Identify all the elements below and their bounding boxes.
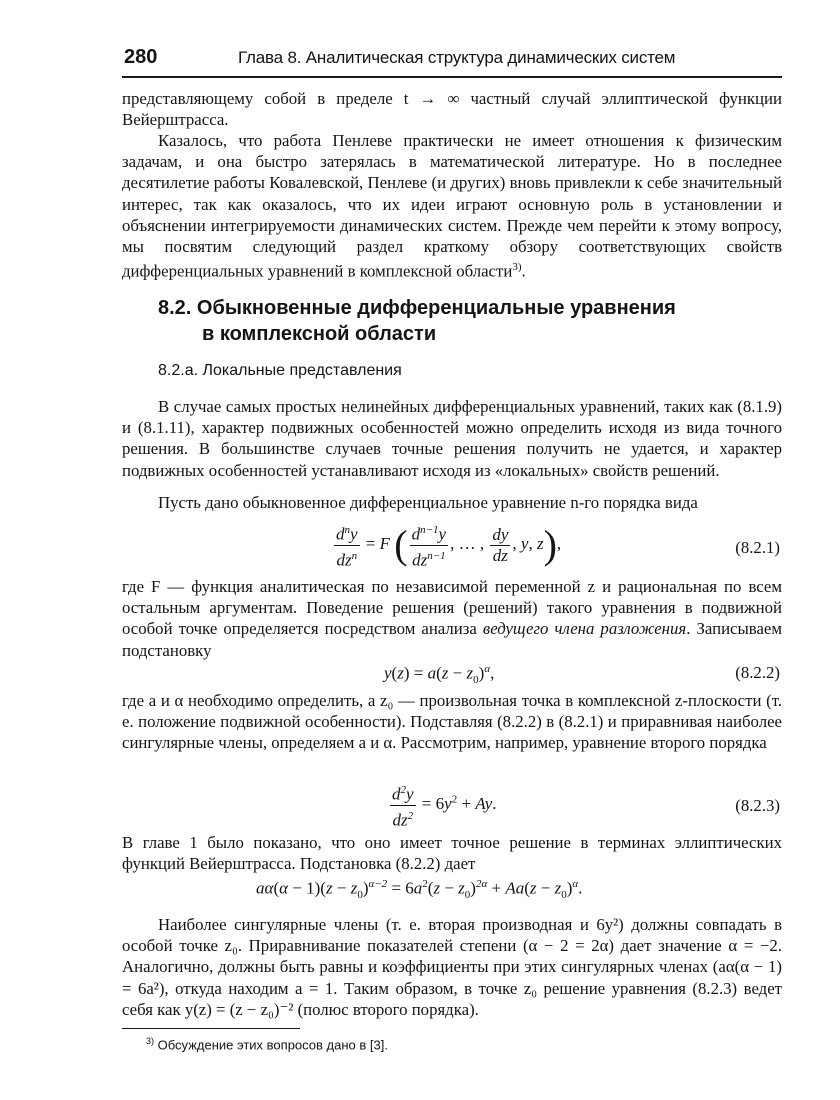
emphasized-term: ведущего члена разложения [482,619,687,639]
footnote-rule [122,1028,300,1029]
equation-number: (8.2.1) [735,538,780,557]
equation-body: $y(z) = a(z - z_0)^\alpha$, [384,663,495,687]
paragraph-intro-2: Казалось, что работа Пенлеве практически не имеет отношения к физическим задачам, и она быстро затерялась в математической литературе. Но в последнее десятилетие работы Ковалевской, Пенлеве (и других) вновь привлекли к себе значительный интерес, так как оказалось, что их идеи играют основную роль в установлении и объяснении интегрируемости динамических систем. Прежде чем перейти к этому вопросу, мы посвятим следующий раздел краткому обзору соответствующих свойств дифференциальных уравнений в комплексной области$^{3)}$. [122,131,782,281]
paragraph-7 [122,832,782,874]
paragraph-8 [122,914,782,1020]
running-title: Глава 8. Аналитическая структура динамических систем [238,48,676,67]
equation-8-2-1 [122,520,782,572]
section-heading [158,295,676,347]
equation-8-2-3 [122,780,782,828]
paragraph-text: Казалось, что работа Пенлеве практически не имеет отношения к физическим задачам, и она быстро затерялась в математической литературе. Но в последнее десятилетие работы Ковалевской, Пенлеве (и других) вновь привлекли к себе значительный интерес, так как оказалось, что их идеи играют основную роль в установлении и объяснении интегрируемости динамических систем. Прежде чем перейти к этому вопросу, мы посвятим следующий раздел краткому обзору соответствующих свойств дифференциальных уравнений в комплексной области [122,131,782,281]
equation-body: $\frac{d^2y}{dz^2}$ = $6y^2 + Ay$. [388,780,497,830]
paragraph-text: В случае самых простых нелинейных дифференциальных уравнений, таких как (8.1.9) и (8.1.11), характер подвижных особенностей можно определить исходя из вида точного решения. В большинстве случаев точные решения получить не удается, и характер подвижных особенностей устанавливают исходя из «локальных» свойств решений. [122,397,782,480]
footnote-text: Обсуждение этих вопросов дано в [3]. [157,1037,388,1053]
page-number: 280 [124,46,158,68]
equation-substitution [122,878,782,904]
footnote-reference[interactable]: 3) [512,261,522,274]
paragraph-text: . Записываем подстановку [122,619,782,660]
paragraph-5 [122,576,782,661]
equation-number: (8.2.2) [735,663,780,682]
equation-body: $\frac{d^ny}{dz^n}$ = F ( $\frac{d^{n-1}y}{dz^{n-1}}$ , … , $\frac{dy}{dz}$ , y, z), [332,520,561,570]
paragraph-text: где F — функция аналитическая по независимой переменной z и рациональная по всем остальным аргументам. Поведение решения (решений) такого уравнения в подвижной особой точке определяется посредством анализа [122,577,782,639]
header-rule [122,76,782,78]
footnote-mark: 3) [146,1036,155,1046]
paragraph-4 [122,492,782,513]
paragraph-text: Наиболее сингулярные члены (т. е. вторая производная и 6y²) должны совпадать в особой точке z₀. Приравнивание показателей степени (α − 2 = 2α) дает значение α = −2. Аналогично, должны быть равны и коэффициенты при этих сингулярных членах (aα(α − 1) = 6a²), откуда находим a = 1. Таким образом, в точке z₀ решение уравнения (8.2.3) ведет себя как y(z) = (z − z₀)⁻² (полюс второго порядка). [122,915,782,1019]
paragraph-text: где a и α необходимо определить, а z₀ — произвольная точка в комплексной z-плоскости (т. е. положение подвижной особенности). Подставляя (8.2.2) в (8.2.1) и приравнивая наиболее сингулярные члены, определяем a и α. Рассмотрим, например, уравнение второго порядка [122,691,782,753]
paragraph-3 [122,396,782,481]
subsection-heading: 8.2.a. Локальные представления [158,362,402,379]
paragraph-text: представляющему собой в пределе t → ∞ частный случай эллиптической функции Вейерштрасса. [122,89,782,130]
section-title-line-1: 8.2. Обыкновенные дифференциальные уравнения [158,297,676,319]
equation-body: $a\alpha(\alpha - 1)(z - z_0)^{\alpha-2} = 6a^2(z - z_0)^{2\alpha} + Aa(z - z_0)^\alpha$. [256,878,583,902]
footnote [146,1036,388,1052]
paragraph-6 [122,690,782,754]
equation-number: (8.2.3) [735,796,780,815]
equation-8-2-2 [122,663,782,687]
paragraph-intro-1 [122,88,782,130]
paragraph-text: Пусть дано обыкновенное дифференциальное уравнение n-го порядка вида [158,493,698,512]
section-title-line-2: в комплексной области [202,323,437,345]
paragraph-text: В главе 1 было показано, что оно имеет точное решение в терминах эллиптических функций Вейерштрасса. Подстановка (8.2.2) дает [122,833,782,874]
